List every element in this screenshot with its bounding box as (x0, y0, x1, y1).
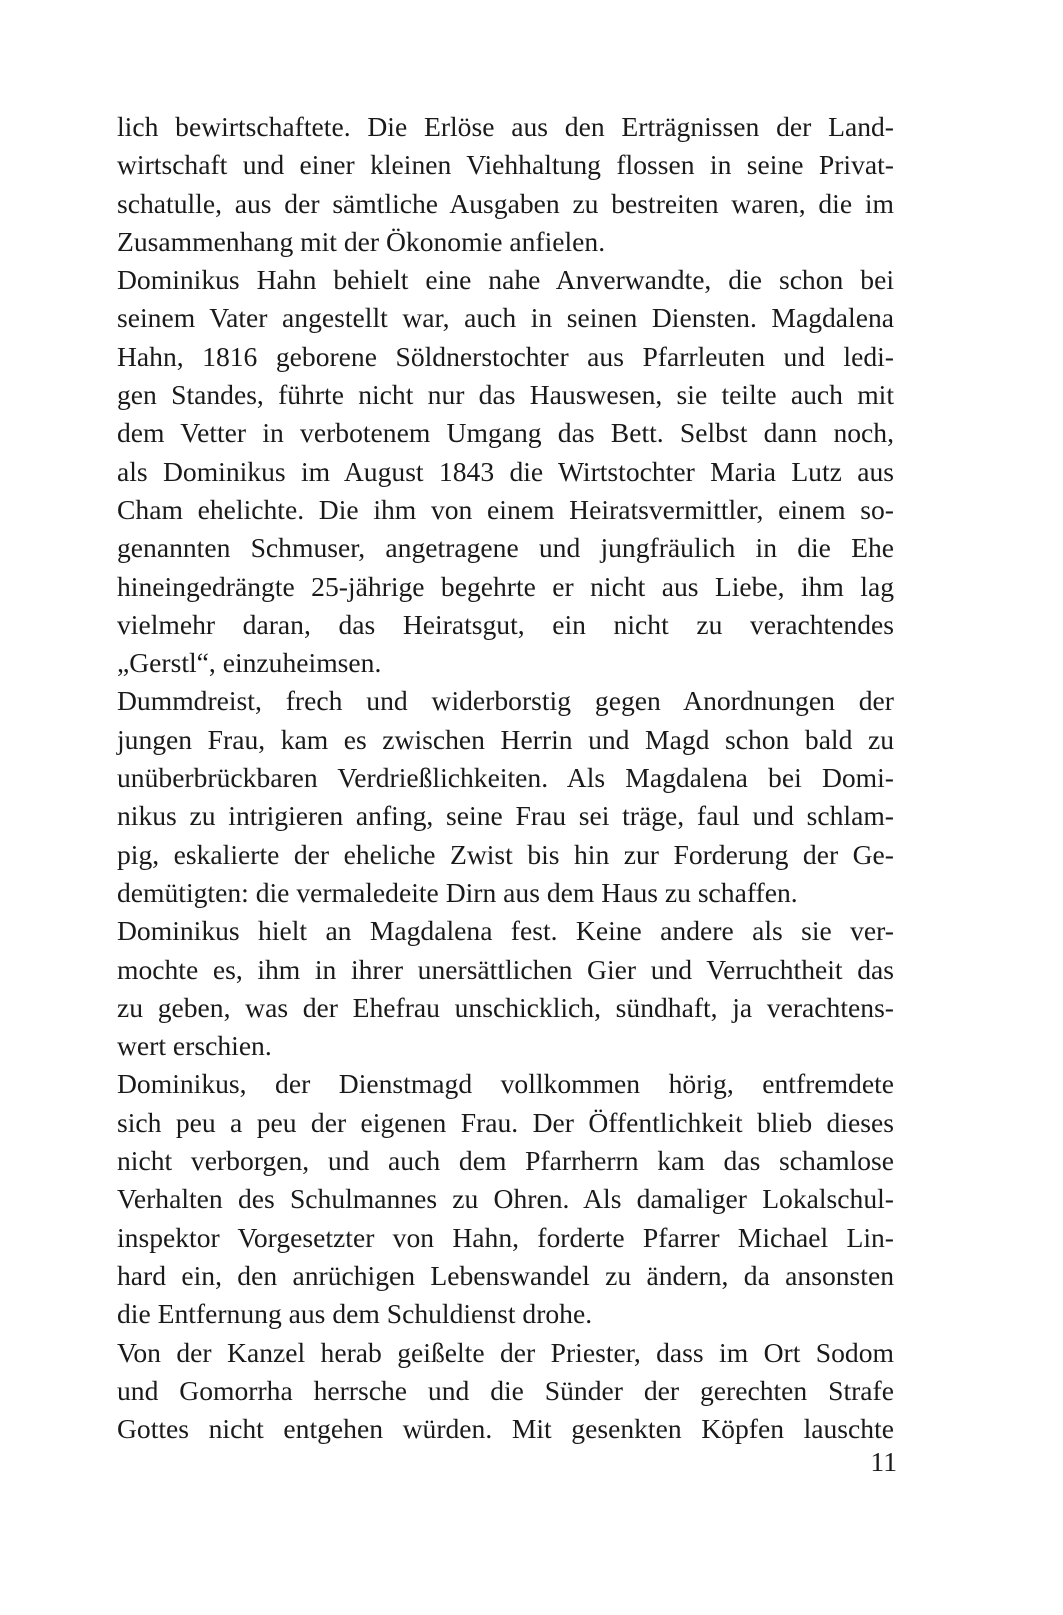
paragraph-3 (117, 682, 894, 912)
text-line: nikus zu intrigieren anfing, seine Frau sei träge, faul und schlam- (117, 800, 894, 832)
text-line: Cham ehelichte. Die ihm von einem Heiratsvermittler, einem so- (117, 493, 894, 525)
text-line: Dominikus, der Dienstmagd vollkommen hörig, entfremdete (117, 1068, 894, 1100)
paragraph-1 (117, 108, 894, 261)
text-line: Dominikus hielt an Magdalena fest. Keine andere als sie ver- (117, 915, 894, 947)
paragraph-6 (117, 1334, 894, 1449)
text-line: und Gomorrha herrsche und die Sünder der gerechten Strafe (117, 1374, 894, 1406)
text-line: unüberbrückbaren Verdrießlichkeiten. Als Magdalena bei Domi- (117, 762, 894, 794)
text-line: mochte es, ihm in ihrer unersättlichen Gier und Verruchtheit das (117, 953, 894, 985)
text-line: Zusammenhang mit der Ökonomie anfielen. (117, 225, 606, 257)
text-line: nicht verborgen, und auch dem Pfarrherrn kam das schamlose (117, 1145, 894, 1177)
text-line: als Dominikus im August 1843 die Wirtstochter Maria Lutz aus (117, 455, 894, 487)
text-line: demütigten: die vermaledeite Dirn aus dem Haus zu schaffen. (117, 876, 798, 908)
text-line: sich peu a peu der eigenen Frau. Der Öffentlichkeit blieb dieses (117, 1106, 894, 1138)
text-line: genannten Schmuser, angetragene und jungfräulich in die Ehe (117, 532, 894, 564)
body-text (117, 108, 894, 1448)
text-line: schatulle, aus der sämtliche Ausgaben zu bestreiten waren, die im (117, 187, 894, 219)
paragraph-2 (117, 261, 894, 682)
page-number: 11 (870, 1446, 897, 1477)
text-line: die Entfernung aus dem Schuldienst drohe. (117, 1298, 593, 1330)
text-line: wirtschaft und einer kleinen Viehhaltung flossen in seine Privat- (117, 149, 894, 181)
text-line: vielmehr daran, das Heiratsgut, ein nicht zu verachtendes (117, 608, 894, 640)
text-line: hineingedrängte 25-jährige begehrte er nicht aus Liebe, ihm lag (117, 570, 894, 602)
paragraph-4 (117, 912, 894, 1065)
text-line: wert erschien. (117, 1030, 272, 1062)
text-line: Dominikus Hahn behielt eine nahe Anverwandte, die schon bei (117, 264, 894, 296)
text-line: Hahn, 1816 geborene Söldnerstochter aus Pfarrleuten und ledi- (117, 340, 894, 372)
text-line: Dummdreist, frech und widerborstig gegen Anordnungen der (117, 685, 894, 717)
text-line: hard ein, den anrüchigen Lebenswandel zu ändern, da ansonsten (117, 1259, 894, 1291)
text-line: jungen Frau, kam es zwischen Herrin und Magd schon bald zu (117, 723, 894, 755)
text-line: Von der Kanzel herab geißelte der Priester, dass im Ort Sodom (117, 1336, 894, 1368)
text-line: lich bewirtschaftete. Die Erlöse aus den Erträgnissen der Land- (117, 111, 894, 142)
text-line: Verhalten des Schulmannes zu Ohren. Als damaliger Lokalschul- (117, 1183, 894, 1215)
text-line: zu geben, was der Ehefrau unschicklich, sündhaft, ja verachtens- (117, 991, 894, 1023)
text-line: gen Standes, führte nicht nur das Hauswesen, sie teilte auch mit (117, 379, 894, 411)
text-line: dem Vetter in verbotenem Umgang das Bett. Selbst dann noch, (117, 417, 894, 449)
text-line: seinem Vater angestellt war, auch in seinen Diensten. Magdalena (117, 302, 894, 334)
text-line: inspektor Vorgesetzter von Hahn, forderte Pfarrer Michael Lin- (117, 1221, 894, 1253)
text-line: pig, eskalierte der eheliche Zwist bis hin zur Forderung der Ge- (117, 838, 894, 870)
text-line: Gottes nicht entgehen würden. Mit gesenkten Köpfen lauschte (117, 1413, 894, 1445)
paragraph-5 (117, 1065, 894, 1333)
text-line: „Gerstl“, einzuheimsen. (117, 647, 382, 679)
